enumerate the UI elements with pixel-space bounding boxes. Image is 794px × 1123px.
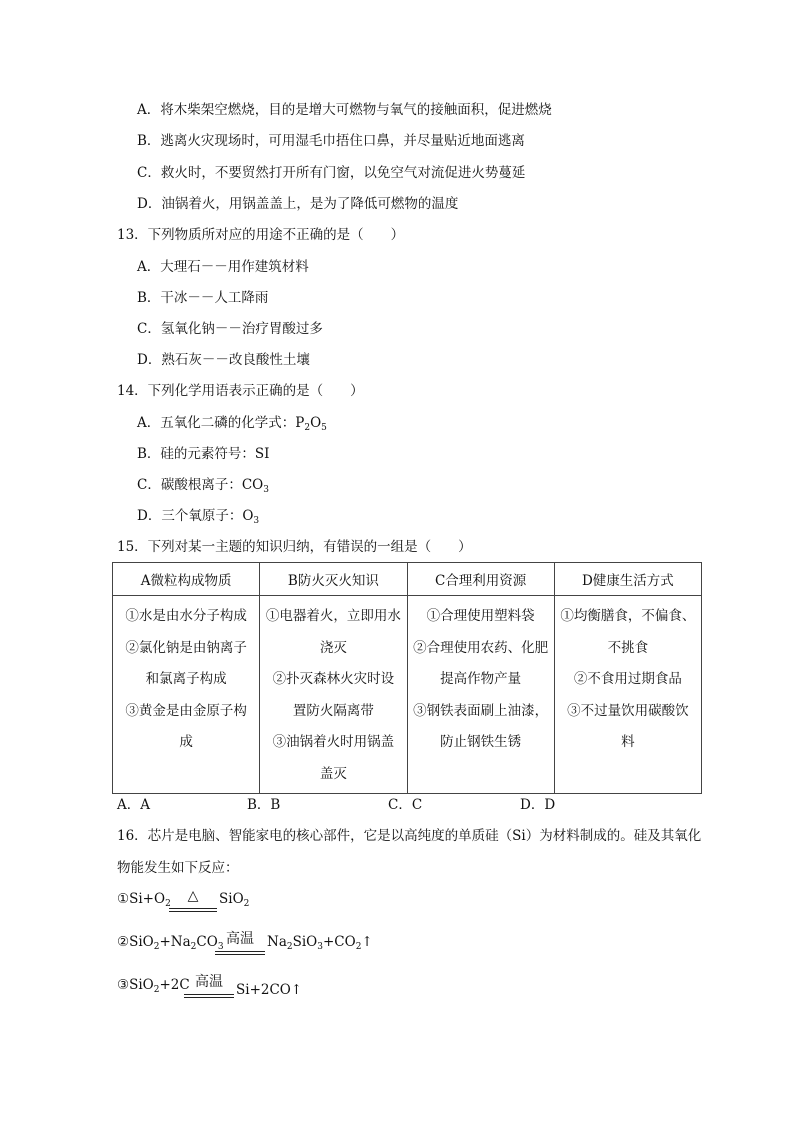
cell-line: 置防火隔离带	[292, 702, 374, 719]
table-header-d: D健康生活方式	[554, 563, 701, 596]
cell-line: 提高作物产量	[440, 671, 522, 687]
reaction-2	[117, 915, 517, 959]
q14-option-d: D．三个氧原子：$O_3$	[137, 508, 260, 526]
q13-option-d: D．熟石灰－－改良酸性土壤	[137, 352, 310, 368]
cell-line: 浇灭	[319, 639, 347, 656]
q12-option-b: B．逃离火灾现场时，可用湿毛巾捂住口鼻，并尽量贴近地面逃离	[137, 133, 525, 149]
q13-option-b: B．干冰－－人工降雨	[137, 290, 269, 306]
cell-line: 成	[179, 734, 193, 750]
cell-line: 料	[621, 734, 635, 750]
q12-option-a: A．将木柴架空燃烧，目的是增大可燃物与氧气的接触面积，促进燃烧	[137, 102, 552, 118]
cell-line: 不挑食	[607, 639, 649, 656]
reaction-3-reactants: ③SiO$_2$+2C	[117, 977, 190, 995]
cell-line: 防止钢铁生锈	[440, 734, 522, 750]
q15-stem: 15．下列对某一主题的知识归纳，有错误的一组是（ ）	[117, 539, 472, 555]
knowledge-table	[112, 562, 702, 794]
reaction-3	[117, 958, 517, 1002]
cell-line: ②合理使用农药、化肥	[413, 639, 549, 656]
reaction-2-products: $Na_2SiO_3+CO_2↑$	[267, 934, 373, 952]
q12-option-c: C．救火时，不要贸然打开所有门窗，以免空气对流促进火势蔓延	[137, 165, 526, 181]
cell-line: 和氯离子构成	[145, 671, 227, 687]
table-cell-a	[113, 596, 260, 794]
q13-option-a: A．大理石－－用作建筑材料	[137, 259, 309, 275]
q12-option-d: D．油锅着火，用锅盖盖上，是为了降低可燃物的温度	[137, 196, 459, 212]
table-cell-d	[554, 596, 701, 794]
q14-option-b: B．硅的元素符号：SI	[137, 446, 270, 462]
cell-line: ③黄金是由金原子构	[125, 702, 247, 719]
q13-stem: 13．下列物质所对应的用途不正确的是（ ）	[117, 227, 405, 243]
q13-option-c: C．氢氧化钠－－治疗胃酸过多	[137, 321, 323, 337]
cell-line: ③油锅着火时用锅盖	[272, 734, 395, 750]
table-cell-b	[260, 596, 407, 794]
q15-options	[0, 795, 794, 815]
cell-line: ②不食用过期食品	[573, 671, 682, 687]
reaction-3-condition: 高温	[195, 974, 223, 990]
reaction-1-products: SiO$_2$	[219, 891, 250, 909]
table-header-row	[113, 563, 702, 596]
cell-line: 盖灭	[319, 765, 347, 782]
reaction-2-condition: 高温	[226, 931, 254, 947]
cell-line: ②扑灭森林火灾时设	[272, 671, 395, 687]
q14-option-a: A．五氧化二磷的化学式：$P_2O_5$	[137, 415, 327, 433]
reaction-2-reactants: $②SiO_2+Na_2CO_3$	[117, 934, 224, 952]
q16-stem-line2: 物能发生如下反应：	[117, 860, 239, 876]
q15-option-d: D．D	[520, 797, 556, 813]
cell-line: ③钢铁表面刷上油漆，	[413, 702, 549, 719]
table-cell-c	[407, 596, 554, 794]
reaction-1	[117, 872, 517, 916]
reaction-1-reactants: $①Si+O_2$	[117, 891, 171, 909]
cell-line: ①均衡膳食，不偏食、	[560, 608, 696, 624]
table-header-c: C合理利用资源	[407, 563, 554, 596]
cell-line: ③不过量饮用碳酸饮	[567, 702, 689, 719]
cell-line: ②氯化钠是由钠离子	[125, 639, 247, 656]
q15-option-a: A．A	[117, 797, 150, 813]
cell-line: ①电器着火，立即用水	[265, 608, 401, 624]
table-header-b: B防火灭火知识	[260, 563, 407, 596]
q15-option-c: C．C	[388, 797, 423, 813]
table-header-a: A微粒构成物质	[113, 563, 260, 596]
reaction-1-condition: △	[187, 888, 199, 904]
reaction-3-products: Si+2CO↑	[236, 982, 303, 998]
q16-stem-line1: 16．芯片是电脑、智能家电的核心部件，它是以高纯度的单质硅（Si）为材料制成的。硅及其氧化	[117, 828, 702, 844]
cell-line: ①合理使用塑料袋	[426, 608, 535, 624]
q15-option-b: B．B	[247, 797, 281, 813]
q14-stem: 14．下列化学用语表示正确的是（ ）	[117, 383, 364, 399]
q14-option-c: C．碳酸根离子：$CO_3$	[137, 477, 269, 495]
table-body-row	[113, 596, 702, 794]
cell-line: ①水是由水分子构成	[125, 608, 247, 624]
